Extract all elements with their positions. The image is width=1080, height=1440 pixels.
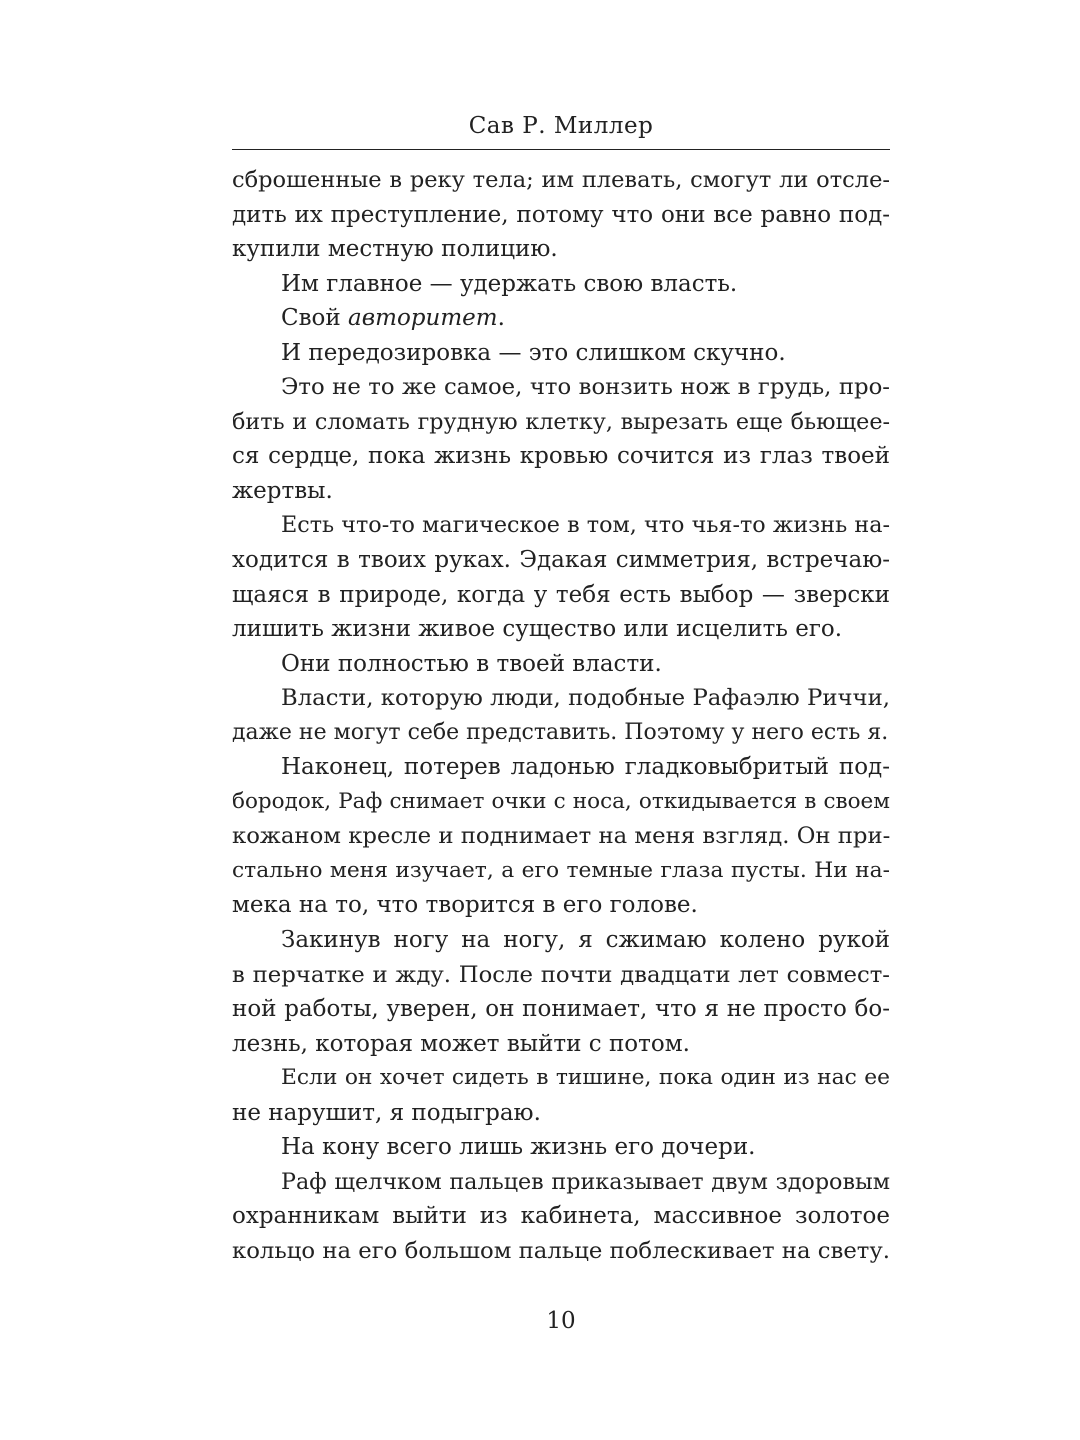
text-line: Они полностью в твоей власти. — [281, 650, 662, 677]
italic-emphasis: авторитет — [348, 305, 498, 332]
text-line: стально меня изучает, а его темные глаза пусты. Ни на- — [232, 857, 890, 883]
paragraph — [232, 336, 890, 371]
header-rule — [232, 149, 890, 150]
text-line: Это не то же самое, что вонзить нож в грудь, про- — [281, 374, 890, 401]
paragraph — [232, 647, 890, 682]
paragraph — [232, 370, 890, 508]
paragraph — [232, 267, 890, 302]
text-line: лишить жизни живое существо или исцелить его. — [232, 616, 843, 643]
paragraph — [232, 923, 890, 1061]
text-line: бородок, Раф снимает очки с носа, откидывается в своем — [232, 788, 890, 814]
paragraph — [232, 1165, 890, 1269]
page-number: 10 — [546, 1308, 576, 1334]
text-line: И передозировка — это слишком скучно. — [281, 339, 786, 366]
text-line: не нарушит, я подыграю. — [232, 1099, 541, 1126]
text-line: Если он хочет сидеть в тишине, пока один из нас ее — [281, 1065, 890, 1091]
paragraph — [232, 301, 890, 336]
text-fragment: . — [497, 305, 505, 332]
text-line: Им главное — удержать свою власть. — [281, 270, 738, 297]
paragraph — [232, 1061, 890, 1130]
text-line: На кону всего лишь жизнь его дочери. — [281, 1134, 756, 1161]
paragraph — [232, 750, 890, 923]
text-fragment: Свой — [281, 305, 349, 332]
text-line: бить и сломать грудную клетку, вырезать еще бьющее- — [232, 408, 890, 435]
text-line: кожаном кресле и поднимает на меня взгляд. Он при- — [232, 823, 891, 850]
text-line: Наконец, потерев ладонью гладковыбритый под- — [281, 754, 890, 781]
text-line: Власти, которую люди, подобные Рафаэлю Риччи, — [281, 685, 890, 712]
text-line: жертвы. — [232, 477, 333, 504]
paragraph — [232, 163, 890, 267]
text-line: сброшенные в реку тела; им плевать, смогут ли отсле- — [232, 167, 890, 193]
text-line: охранникам выйти из кабинета, массивное золотое — [232, 1203, 890, 1230]
body-text — [232, 163, 890, 1269]
text-line: мека на то, что творится в его голове. — [232, 892, 698, 919]
running-head: Сав Р. Миллер — [468, 113, 654, 139]
text-line: ходится в твоих руках. Эдакая симметрия, встречаю- — [232, 547, 890, 574]
text-line: Есть что-то магическое в том, что чья-то жизнь на- — [281, 512, 890, 539]
text-line: Раф щелчком пальцев приказывает двум здоровым — [281, 1168, 890, 1195]
text-line: ной работы, уверен, он понимает, что я не просто бо- — [232, 996, 890, 1023]
text-line: даже не могут себе представить. Поэтому у него есть я. — [232, 719, 889, 745]
text-line — [232, 301, 890, 336]
text-line: дить их преступление, потому что они все равно под- — [232, 201, 890, 228]
text-line: в перчатке и жду. После почти двадцати лет совмест- — [232, 961, 890, 988]
text-line: кольцо на его большом пальце поблескивает на свету. — [232, 1237, 890, 1264]
paragraph — [232, 508, 890, 646]
paragraph — [232, 681, 890, 750]
paragraph — [232, 1130, 890, 1165]
text-line: Закинув ногу на ногу, я сжимаю колено рукой — [281, 927, 890, 954]
text-line: щаяся в природе, когда у тебя есть выбор — зверски — [232, 581, 890, 608]
text-line: купили местную полицию. — [232, 236, 558, 263]
text-line: ся сердце, пока жизнь кровью сочится из глаз твоей — [232, 443, 890, 470]
text-line: лезнь, которая может выйти с потом. — [232, 1030, 690, 1057]
